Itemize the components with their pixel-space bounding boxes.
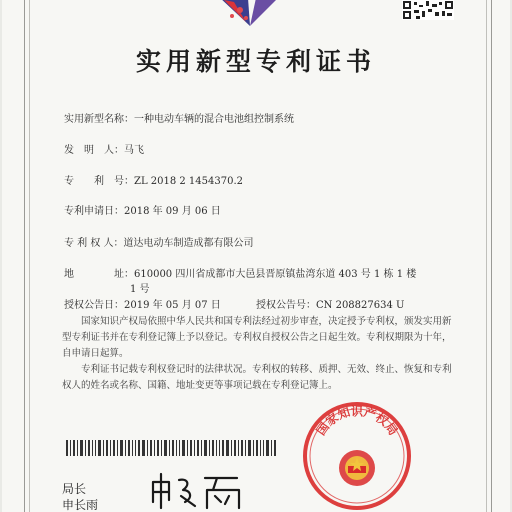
grant-date-label: 授权公告日：: [64, 300, 124, 311]
address-continuation: [130, 280, 150, 295]
legal-status-paragraph: 专利证书记载专利权登记时的法律状况。专利权的转移、质押、无效、终止、恢复和专利权人的姓名或名称、国籍、地址变更等事项记载在专利登记簿上。: [62, 364, 452, 391]
utility-model-name-value: 一种电动车辆的混合电池组控制系统: [134, 114, 294, 125]
utility-model-name-label: 实用新型名称：: [64, 114, 134, 125]
grant-number-row: [256, 296, 404, 311]
patent-holder-label: 专 利 权 人：: [64, 238, 124, 249]
qr-code-icon: [402, 0, 454, 20]
inventor-row: [64, 141, 144, 156]
address-row: [64, 265, 416, 280]
utility-model-name-row: [64, 110, 294, 125]
address-value-line2: 1 号: [130, 284, 150, 295]
patent-holder-value: 道达电动车制造成都有限公司: [123, 238, 254, 249]
national-emblem-seal-icon: [298, 396, 416, 512]
svg-text:国家知识产权局: 国家知识产权局: [313, 404, 401, 438]
director-name-label: 申长雨: [62, 498, 99, 512]
certificate-page: [2, 0, 510, 512]
top-decorative-seal-icon: [210, 0, 290, 30]
grant-number-label: 授权公告号：: [256, 300, 316, 311]
director-title-label: 局长: [62, 482, 87, 496]
inventor-label: 发 明 人：: [64, 145, 124, 156]
grant-statement-paragraph: 国家知识产权局依照中华人民共和国专利法经过初步审查，决定授予专利权，颁发实用新型专利证书并在专利登记簿上予以登记。专利权自授权公告之日起生效。专利权期限为十年，自申请日起算。: [62, 316, 452, 359]
patent-number-label: 专 利 号：: [64, 176, 134, 187]
certificate-title: 实用新型专利证书: [135, 47, 376, 76]
patent-number-row: [64, 172, 243, 187]
inventor-value: 马飞: [124, 145, 144, 156]
filing-date-row: [64, 202, 221, 217]
director-signature: [147, 470, 257, 510]
address-label: 地 址：: [64, 269, 134, 280]
patent-number-value: ZL 2018 2 1454370.2: [134, 176, 244, 187]
grant-date-value: 2019 年 05 月 07 日: [124, 300, 221, 311]
grant-date-row: [64, 296, 221, 311]
filing-date-label: 专利申请日：: [64, 206, 124, 217]
patent-holder-row: [64, 234, 254, 249]
barcode: [66, 440, 276, 456]
filing-date-value: 2018 年 09 月 06 日: [124, 206, 221, 217]
address-value-line1: 610000 四川省成都市大邑县晋原镇盐湾东道 403 号 1 栋 1 楼: [134, 269, 417, 280]
grant-number-value: CN 208827634 U: [316, 300, 405, 311]
